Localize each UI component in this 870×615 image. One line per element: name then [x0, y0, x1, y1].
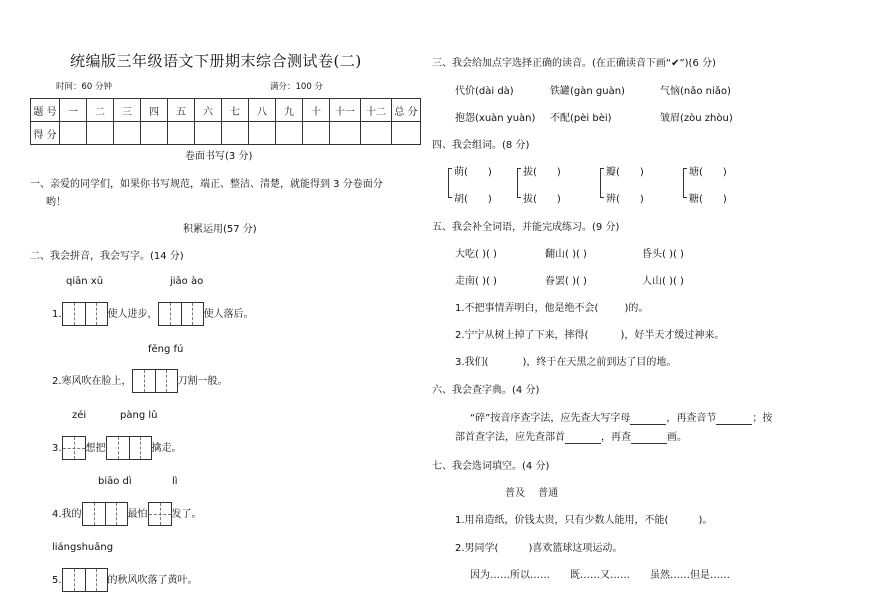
brace-icon: [517, 168, 522, 198]
idiom-blank[interactable]: 走南( )( ): [455, 276, 497, 287]
brace-icon: [600, 168, 605, 198]
word-group-item[interactable]: 拔( ): [523, 167, 561, 178]
answer-blank[interactable]: [631, 432, 667, 444]
table-header-cell: 十: [303, 99, 330, 122]
word-group-item[interactable]: 塘( ): [689, 167, 727, 178]
score-cell[interactable]: [60, 122, 87, 145]
word-group-item[interactable]: 糖( ): [689, 194, 727, 205]
word-group-item[interactable]: 瓣( ): [606, 167, 644, 178]
table-header-cell: 二: [87, 99, 114, 122]
word-group-item[interactable]: 拔( ): [523, 194, 561, 205]
conjunction-choices: 因为……所以…… 既……又…… 虽然……但是……: [470, 570, 730, 581]
pinyin-label: jiāo ào: [170, 276, 204, 287]
score-cell[interactable]: [303, 122, 330, 145]
score-cell[interactable]: [330, 122, 361, 145]
word-group-item[interactable]: 萌( ): [454, 167, 492, 178]
sentence-text: 部首查字法，应先查部首: [455, 432, 565, 443]
item-number: 5.: [52, 575, 62, 586]
score-table: [30, 98, 421, 145]
character-writing-grid[interactable]: [82, 502, 128, 526]
pronunciation-choice[interactable]: 铁罐(gàn guàn): [550, 86, 625, 97]
sentence-text: ，再查音节: [666, 413, 717, 424]
fill-sentence-1: [455, 299, 648, 314]
idiom-blank[interactable]: 眷罢( )( ): [545, 276, 587, 287]
idiom-blank[interactable]: 翻山( )( ): [545, 249, 587, 260]
dictionary-line-2: [455, 428, 687, 444]
table-header-cell: 总 分: [392, 99, 421, 122]
idiom-blank[interactable]: 人山( )( ): [642, 276, 684, 287]
table-header-cell: 七: [222, 99, 249, 122]
question-5-title: 五、我会补全词语，并能完成练习。(9 分): [432, 222, 620, 233]
table-header-cell: 五: [168, 99, 195, 122]
idiom-blank[interactable]: 昏头( )( ): [642, 249, 684, 260]
score-cell[interactable]: [276, 122, 303, 145]
sentence-text: ；按: [752, 413, 773, 424]
character-writing-grid[interactable]: [148, 502, 172, 526]
table-header-cell: 十二: [361, 99, 392, 122]
handwriting-section-heading: 卷面书写(3 分): [185, 151, 253, 162]
word-group-item[interactable]: 胡( ): [454, 194, 492, 205]
answer-blank[interactable]: [716, 413, 752, 425]
pronunciation-choice[interactable]: 不配(pèi bèi): [550, 113, 612, 124]
sentence-text: )的。: [624, 303, 649, 314]
question-1-text: 一、亲爱的同学们，如果你书写规范，端正、整洁、清楚，就能得到 3 分卷面分: [30, 179, 383, 190]
sentence-text: 想把: [85, 443, 106, 454]
answer-blank[interactable]: [565, 432, 601, 444]
score-cell[interactable]: [87, 122, 114, 145]
score-table-header-row: [31, 99, 421, 122]
character-writing-grid[interactable]: [106, 436, 152, 460]
score-cell[interactable]: [249, 122, 276, 145]
score-cell[interactable]: [168, 122, 195, 145]
pinyin-label: lì: [172, 476, 178, 487]
pinyin-label: pàng lǔ: [120, 410, 158, 421]
sentence-text: 的秋风吹落了黄叶。: [107, 575, 198, 586]
score-cell[interactable]: [361, 122, 392, 145]
fill-sentence-5: 2.男同学( )喜欢篮球这项运动。: [455, 543, 623, 554]
character-writing-grid[interactable]: [62, 302, 108, 326]
sentence-text: 4.我的: [52, 509, 82, 520]
character-writing-grid[interactable]: [158, 302, 204, 326]
question-2-title: 二、我会拼音，我会写字。(14 分): [30, 251, 184, 262]
fill-sentence-2: [455, 326, 724, 341]
word-choices: 普及 普通: [505, 488, 559, 499]
pinyin-label: zéi: [72, 410, 87, 421]
question-6-title: 六、我会查字典。(4 分): [432, 385, 540, 396]
table-header-cell: 六: [195, 99, 222, 122]
table-header-cell: 三: [114, 99, 141, 122]
table-header-cell: 一: [60, 99, 87, 122]
item-number: 3.: [52, 443, 62, 454]
pinyin-label: qiān xū: [66, 276, 104, 287]
question-1-text-cont: 哟！: [46, 197, 66, 208]
score-cell[interactable]: [114, 122, 141, 145]
sentence-text: 2.寒风吹在脸上，: [52, 376, 132, 387]
item-5-row: [52, 568, 198, 592]
sentence-text: 画。: [667, 432, 687, 443]
score-cell[interactable]: [222, 122, 249, 145]
item-2-row: [52, 369, 228, 393]
idiom-blank[interactable]: 大吃( )( ): [455, 249, 497, 260]
item-number: 1.: [52, 309, 62, 320]
sentence-text: 最怕: [127, 509, 148, 520]
score-cell[interactable]: [141, 122, 168, 145]
dictionary-line-1: [470, 409, 772, 425]
sentence-text: 刀割一般。: [177, 376, 228, 387]
page-title: 统编版三年级语文下册期末综合测试卷(二): [70, 52, 362, 70]
sentence-text: “碎”按音序查字法，应先查大写字母: [470, 413, 631, 424]
sentence-text: 2.宁宁从树上掉了下来，摔得(: [455, 330, 589, 341]
accumulation-section-heading: 积累运用(57 分): [183, 224, 257, 235]
question-7-title: 七、我会选词填空。(4 分): [432, 461, 550, 472]
pronunciation-choice[interactable]: 代价(dài dà): [455, 86, 514, 97]
table-header-cell: 九: [276, 99, 303, 122]
fill-sentence-3: [455, 353, 676, 368]
sentence-text: 3.我们(: [455, 357, 489, 368]
sentence-text: ，再查: [601, 432, 631, 443]
table-header-cell: 十一: [330, 99, 361, 122]
sentence-text: 使人落后。: [203, 309, 254, 320]
score-cell[interactable]: [195, 122, 222, 145]
time-label: 时间：60 分钟: [56, 82, 113, 92]
item-3-row: [52, 436, 182, 460]
fill-sentence-4: 1.用帛造纸，价钱太贵，只有少数人能用，不能( )。: [455, 515, 713, 526]
character-writing-grid[interactable]: [132, 369, 178, 393]
word-group-item[interactable]: 辨( ): [606, 194, 644, 205]
question-3-title: 三、我会给加点字选择正确的读音。(在正确读音下画“✔”)(6 分): [432, 58, 716, 69]
sentence-text: 1.不把事情弄明白，他是绝不会(: [455, 303, 599, 314]
table-header-cell: 八: [249, 99, 276, 122]
table-row-label: 得 分: [31, 122, 60, 145]
table-header-cell: 四: [141, 99, 168, 122]
sentence-text: 使人进步，: [107, 309, 158, 320]
brace-icon: [448, 168, 453, 198]
sentence-text: )，好半天才缓过神来。: [620, 330, 725, 341]
sentence-text: )，终于在天黑之前到达了目的地。: [522, 357, 677, 368]
sentence-text: 擒走。: [151, 443, 182, 454]
pinyin-label: biāo dì: [98, 476, 132, 487]
item-1-row: [52, 302, 254, 326]
pronunciation-choice[interactable]: 抱怨(xuàn yuàn): [455, 113, 536, 124]
pronunciation-choice[interactable]: 气恼(nǎo niǎo): [660, 86, 731, 97]
score-cell[interactable]: [392, 122, 421, 145]
answer-blank[interactable]: [630, 413, 666, 425]
score-table-score-row: [31, 122, 421, 145]
item-4-row: [52, 502, 202, 526]
sentence-text: 发了。: [171, 509, 202, 520]
brace-icon: [683, 168, 688, 198]
character-writing-grid[interactable]: [62, 436, 86, 460]
pinyin-label: fēng fú: [148, 344, 184, 355]
question-4-title: 四、我会组词。(8 分): [432, 140, 530, 151]
pinyin-label: liángshuǎng: [52, 542, 114, 553]
table-header-cell: 题 号: [31, 99, 60, 122]
full-score-label: 满分：100 分: [270, 82, 323, 92]
character-writing-grid[interactable]: [62, 568, 108, 592]
pronunciation-choice[interactable]: 皱眉(zòu zhòu): [660, 113, 733, 124]
